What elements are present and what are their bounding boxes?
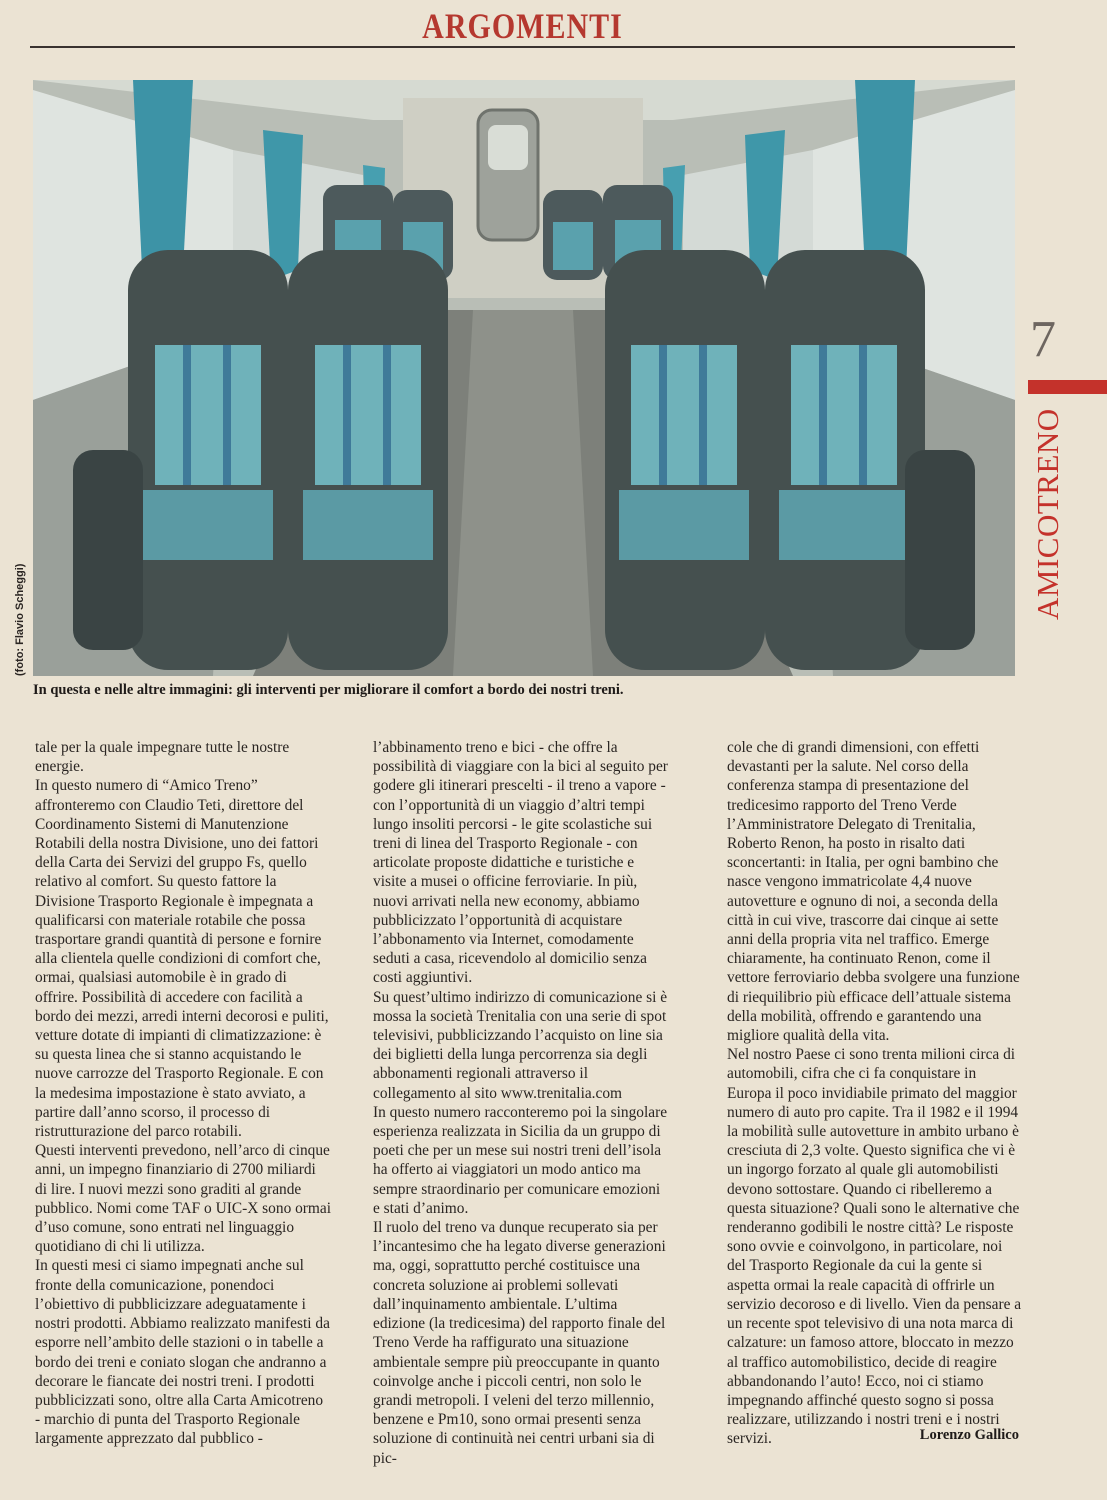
photo-caption: In questa e nelle altre immagini: gli interventi per migliorare il comfort a bordo dei nostri treni.: [33, 682, 624, 698]
page-number: 7: [1030, 311, 1056, 368]
paragraph: Il ruolo del treno va dunque recuperato sia per l’incantesimo che ha legato diverse generazioni ma, oggi, soprattutto perché costituisce una concreta soluzione ai problemi sollevati dall’inquinamento ambientale. L’ultima edizione (la tredicesima) del rapporto finale del Treno Verde ha raffigurato una situazione ambientale sempre più preoccupante in quanto coinvolge anche i piccoli centri, non solo le grandi metropoli. I veleni del terzo millennio, benzene e Pm10, sono ormai presenti senza soluzione di continuità nei centri urbani sia di pic-: [373, 1219, 666, 1467]
train-interior-illustration: [33, 80, 1015, 676]
author-signature: Lorenzo Gallico: [919, 1427, 1019, 1443]
paragraph: Questi interventi prevedono, nell’arco di cinque anni, un impegno finanziario di 2700 miliardi di lire. I nuovi mezzi sono graditi al grande pubblico. Nomi come TAF o UIC-X sono ormai d’uso comune, sono entrati nel linguaggio quotidiano di chi li utilizza.: [35, 1142, 332, 1256]
paragraph: l’abbinamento treno e bici - che offre la possibilità di viaggiare con la bici al seguito per godere gli itinerari prescelti - il treno a vapore - con l’opportunità di un viaggio d’altri tempi lungo insoliti percorsi - le gite scolastiche sui treni di linea del Trasporto Regionale - con articolate proposte didattiche e turistiche e visite a musei o officine ferroviarie. In più, nuovi arrivati nella new economy, abbiamo pubblicizzato l’opportunità di acquistare l’abbonamento via Internet, comodamente seduti a casa, ricevendolo al domicilio senza costi aggiuntivi.: [373, 739, 668, 987]
header-rule: [30, 46, 1015, 48]
paragraph: Su quest’ultimo indirizzo di comunicazione si è mossa la società Trenitalia con una serie di spot televisivi, pubblicizzando l’acquisto on line sia dei biglietti della lunga percorrenza sia degli abbonamenti regionali attraverso il collegamento al sito www.trenitalia.com: [373, 988, 668, 1102]
photo-credit: (foto: Flavio Scheggi): [14, 563, 26, 676]
paragraph: cole che di grandi dimensioni, con effetti devastanti per la salute. Nel corso della conferenza stampa di presentazione del tredicesimo rapporto del Treno Verde l’Amministratore Delegato di Trenitalia, Roberto Renon, ha posto in risalto dati sconcertanti: in Italia, per ogni bambino che nasce vengono immatricolate 4,4 nuove autovetture e ognuno di noi, a seconda della città in cui vive, trascorre dai cinque ai sette anni della propria vita nel traffico. Emerge chiaramente, ha continuato Renon, come il vettore ferroviario debba svolgere una funzione di riequilibrio più efficace dell’attuale sistema della mobilità, offrendo e garantendo una migliore qualità della vita.: [727, 739, 1020, 1045]
paragraph: In questi mesi ci siamo impegnati anche sul fronte della comunicazione, ponendoci l’obiettivo di pubblicizzare adeguatamente i nostri prodotti. Abbiamo realizzato manifesti da esporre nell’ambito delle stazioni o in tabelle a bordo dei treni e coniato slogan che andranno a decorare le fiancate dei nostri treni. I prodotti pubblicizzati sono, oltre alla Carta Amicotreno - marchio di punta del Trasporto Regionale largamente apprezzato dal pubblico -: [35, 1257, 330, 1448]
paragraph: In questo numero di “Amico Treno” affronteremo con Claudio Teti, direttore del Coordinamento Sistemi di Manutenzione Rotabili della nostra Divisione, uno dei fattori della Carta dei Servizi del gruppo Fs, quello relativo al comfort. Su questo fattore la Divisione Trasporto Regionale è impegnata a qualificarsi con materiale rotabile che possa trasportare grandi quantità di persone e fornire alla clientela quelle condizioni di comfort che, ormai, qualsiasi automobile è in grado di offrire. Possibilità di accedere con facilità a bordo dei mezzi, arredi interni decorosi e puliti, vetture dotate di impianti di climatizzazione: è su questa linea che si stanno acquistando le nuove carrozze del Trasporto Regionale. E con la medesima impostazione è stato avviato, a partire dall’anno scorso, il processo di ristrutturazione del parco rotabili.: [35, 777, 329, 1141]
section-title: ARGOMENTI: [422, 6, 623, 47]
paragraph: Nel nostro Paese ci sono trenta milioni circa di automobili, cifra che ci fa conquistare in Europa il poco invidiabile primato del maggior numero di auto pro capite. Tra il 1982 e il 1994 la mobilità sulle autovetture in ambito urbano è cresciuta di 2,3 volte. Questo significa che vi è un ingorgo forzato al quale gli automobilisti devono sottostare. Quando ci ribelleremo a questa situazione? Quali sono le alternative che renderanno godibili le nostre città? Le risposte sono ovvie e coinvolgono, in particolare, noi del Trasporto Regionale da cui la gente si aspetta ormai la reale capacità di offrirle un servizio decoroso e di livello. Vien da pensare a un recente spot televisivo di una nota marca di calzature: un famoso attore, bloccato in mezzo al traffico automobilistico, decide di reagire abbandonando l’auto! Ecco, noi ci stiamo impegnando affinché questo sogno si possa realizzare, utilizzando i nostri treni e i nostri servizi.: [727, 1046, 1022, 1448]
paragraph: In questo numero racconteremo poi la singolare esperienza realizzata in Sicilia da un gruppo di poeti che per un mese sui nostri treni dell’isola ha offerto ai viaggiatori un modo antico ma sempre straordinario per comunicare emozioni e stati d’animo.: [373, 1103, 668, 1217]
article-column-1: [35, 738, 331, 1449]
side-accent-bar: [1028, 380, 1107, 394]
article-column-3: [727, 738, 1023, 1449]
train-interior-photo: [33, 80, 1015, 676]
magazine-label: AMICOTRENO: [1030, 408, 1065, 620]
article-column-2: [373, 738, 669, 1468]
paragraph: tale per la quale impegnare tutte le nostre energie.: [35, 739, 290, 776]
